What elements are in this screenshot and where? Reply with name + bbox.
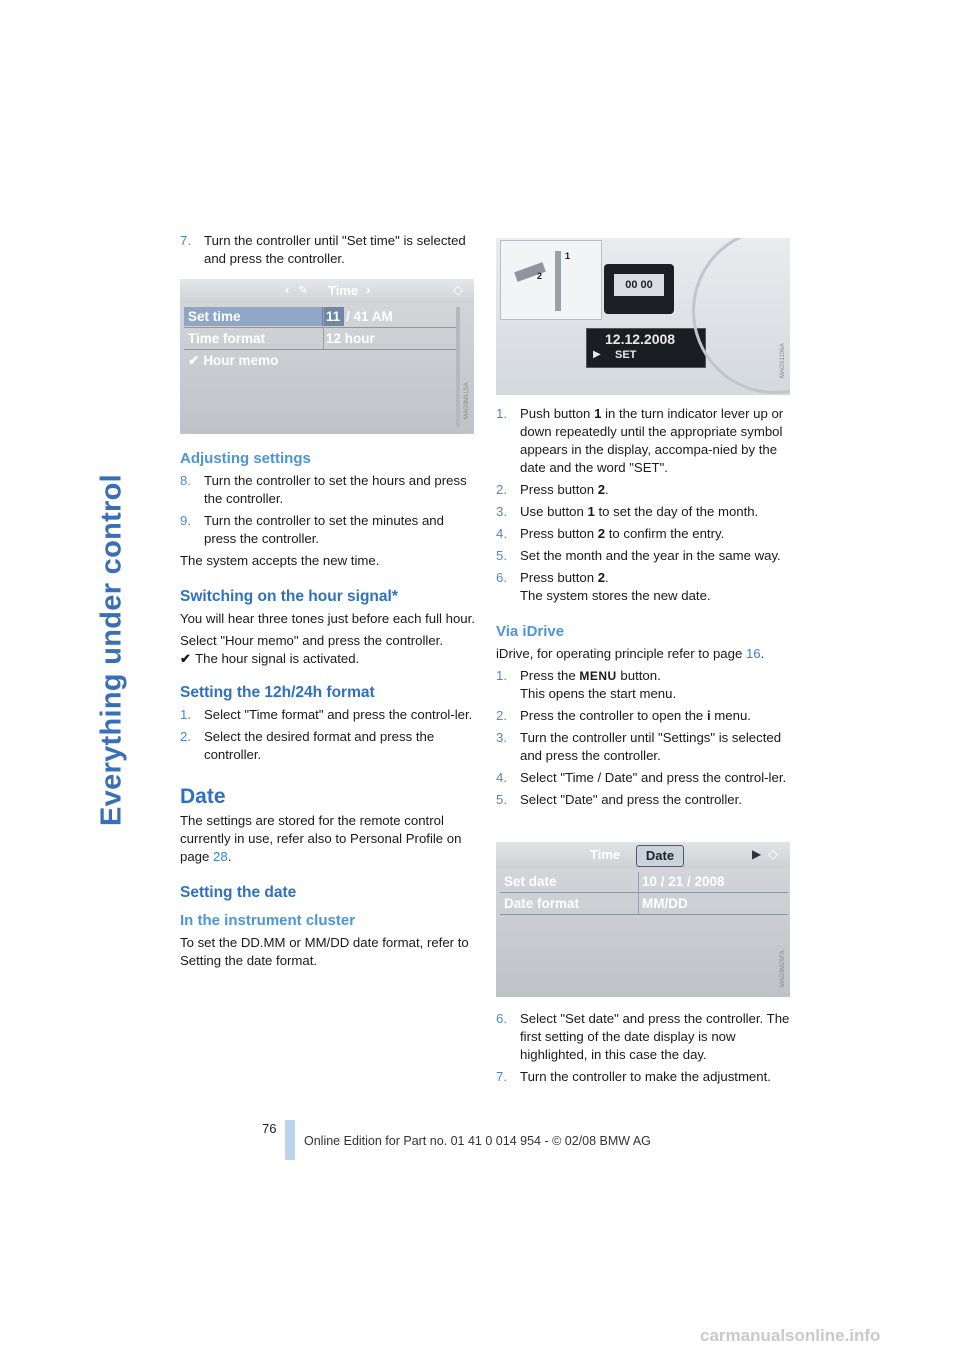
divider bbox=[638, 872, 639, 914]
page-number: 76 bbox=[262, 1121, 277, 1136]
cluster-step-5: 5. Set the month and the year in the same way. bbox=[496, 548, 781, 563]
format-step-1: 1. Select "Time format" and press the control-ler. bbox=[180, 707, 473, 722]
divider bbox=[500, 914, 788, 915]
info-icon: ◇ bbox=[768, 846, 778, 861]
instrument-cluster-image bbox=[496, 238, 790, 395]
gauge bbox=[692, 238, 790, 394]
idrive-step-7: 7. Turn the controller to make the adjustment. bbox=[496, 1069, 771, 1084]
image-code: MAOS1106A bbox=[780, 343, 786, 378]
instrument-cluster-heading: In the instrument cluster bbox=[180, 912, 356, 929]
format-step-2: 2. Select the desired format and press the controller. bbox=[180, 729, 435, 762]
left-column-top bbox=[180, 232, 476, 272]
divider bbox=[323, 307, 324, 349]
idrive-step-2: 2. Press the controller to open the i menu. bbox=[496, 708, 751, 723]
idrive-step-4: 4. Select "Time / Date" and press the control-ler. bbox=[496, 770, 787, 785]
step-9: 9. Turn the controller to set the minutes and press the controller. bbox=[180, 513, 444, 546]
hour-value-highlight: 11 bbox=[322, 307, 344, 326]
checkmark-icon: ✔ bbox=[188, 353, 200, 368]
cluster-step-2: 2. Press button 2. bbox=[496, 482, 609, 497]
time-format-value: 12 hour bbox=[326, 331, 375, 346]
format-heading: Setting the 12h/24h format bbox=[180, 684, 375, 701]
checkmark-icon: ✔ bbox=[180, 651, 192, 666]
menu-key-icon: MENU bbox=[579, 669, 617, 683]
screen-header: ‹ ✎ Time › ◇ bbox=[180, 279, 474, 303]
cluster-step-1: 1. Push button 1 in the turn indicator lever up or down repeatedly until the appropriate symbol appears in the display, accompa-nied by the date and the word "SET". bbox=[496, 406, 784, 475]
idrive-step-3: 3. Turn the controller until "Settings" is selected and press the controller. bbox=[496, 730, 782, 763]
image-code: MAO3M1LSA bbox=[464, 382, 470, 419]
idrive-step-6: 6. Select "Set date" and press the controller. The first setting of the date display is now highlighted, in this case the day. bbox=[496, 1011, 790, 1062]
date-heading: Date bbox=[180, 785, 226, 808]
play-icon: ▶ bbox=[593, 349, 601, 360]
idrive-step-5: 5. Select "Date" and press the controller. bbox=[496, 792, 742, 807]
setting-date-heading: Setting the date bbox=[180, 884, 297, 901]
time-format-row: Time format bbox=[188, 331, 266, 346]
hour-signal-text: You will hear three tones just before each full hour. bbox=[180, 611, 475, 626]
cluster-step-4: 4. Press button 2 to confirm the entry. bbox=[496, 526, 725, 541]
divider bbox=[500, 892, 788, 893]
cluster-text: To set the DD.MM or MM/DD date format, refer to Setting the date format. bbox=[180, 935, 469, 968]
turn-lever-illustration: 1 2 bbox=[500, 240, 602, 320]
screen-header bbox=[496, 842, 790, 868]
digits-display: 00 00 bbox=[614, 274, 664, 296]
hour-memo-instruction: Select "Hour memo" and press the controller. ✔ The hour signal is activated. bbox=[180, 633, 443, 666]
date-display: 12.12.2008 ▶ SET bbox=[586, 328, 706, 368]
tab-date: Date bbox=[636, 845, 684, 867]
info-icon: i bbox=[706, 708, 711, 723]
arrow-right-icon: ▶ bbox=[752, 847, 762, 861]
step-8: 8. Turn the controller to set the hours and press the controller. bbox=[180, 473, 467, 506]
time-settings-screen bbox=[180, 279, 474, 434]
scrollbar bbox=[456, 307, 460, 427]
cluster-step-3: 3. Use button 1 to set the day of the month. bbox=[496, 504, 759, 519]
watermark: carmanualsonline.info bbox=[700, 1326, 881, 1345]
settings-icon: ✎ bbox=[298, 283, 309, 297]
date-settings-screen bbox=[496, 842, 790, 997]
footer-bar bbox=[285, 1120, 295, 1160]
adjusting-settings-heading: Adjusting settings bbox=[180, 450, 311, 467]
hour-signal-heading: Switching on the hour signal* bbox=[180, 588, 398, 605]
right-column-bottom bbox=[496, 1010, 792, 1090]
date-format-value: MM/DD bbox=[642, 896, 688, 911]
set-date-row: Set date bbox=[504, 874, 557, 889]
hour-memo-row: ✔ Hour memo bbox=[188, 353, 279, 368]
idrive-step-1: 1. Press the MENU button. This opens the start menu. bbox=[496, 668, 677, 701]
accepts-text: The system accepts the new time. bbox=[180, 553, 380, 568]
set-time-row: Set time bbox=[184, 307, 322, 326]
via-idrive-heading: Via iDrive bbox=[496, 623, 565, 640]
divider bbox=[184, 327, 460, 328]
right-column-steps bbox=[496, 405, 792, 813]
idrive-intro: iDrive, for operating principle refer to page 16. bbox=[496, 646, 765, 661]
step-7: 7. Turn the controller until "Set time" is selected and press the controller. bbox=[180, 233, 466, 266]
left-column-body bbox=[180, 450, 476, 970]
set-date-value: 10 / 21 / 2008 bbox=[642, 874, 725, 889]
date-format-row: Date format bbox=[504, 896, 580, 911]
page-link-16[interactable]: 16 bbox=[745, 646, 761, 661]
info-icon: ◇ bbox=[453, 282, 463, 297]
cluster-step-6: 6. Press button 2. The system stores the new date. bbox=[496, 570, 711, 603]
date-intro: The settings are stored for the remote control currently in use, refer also to Personal Profile on page 28. bbox=[180, 813, 462, 864]
footer-text: Online Edition for Part no. 01 41 0 014 954 - © 02/08 BMW AG bbox=[304, 1134, 651, 1148]
tab-time: Time bbox=[590, 847, 621, 862]
minute-value: / 41 AM bbox=[346, 309, 393, 324]
page-link-28[interactable]: 28 bbox=[213, 849, 228, 864]
display-panel bbox=[604, 264, 674, 314]
image-code: MAO3M2SFA bbox=[780, 950, 786, 987]
arrow-left-icon: ‹ bbox=[285, 282, 290, 297]
arrow-right-icon: › bbox=[366, 282, 371, 297]
divider bbox=[184, 349, 460, 350]
